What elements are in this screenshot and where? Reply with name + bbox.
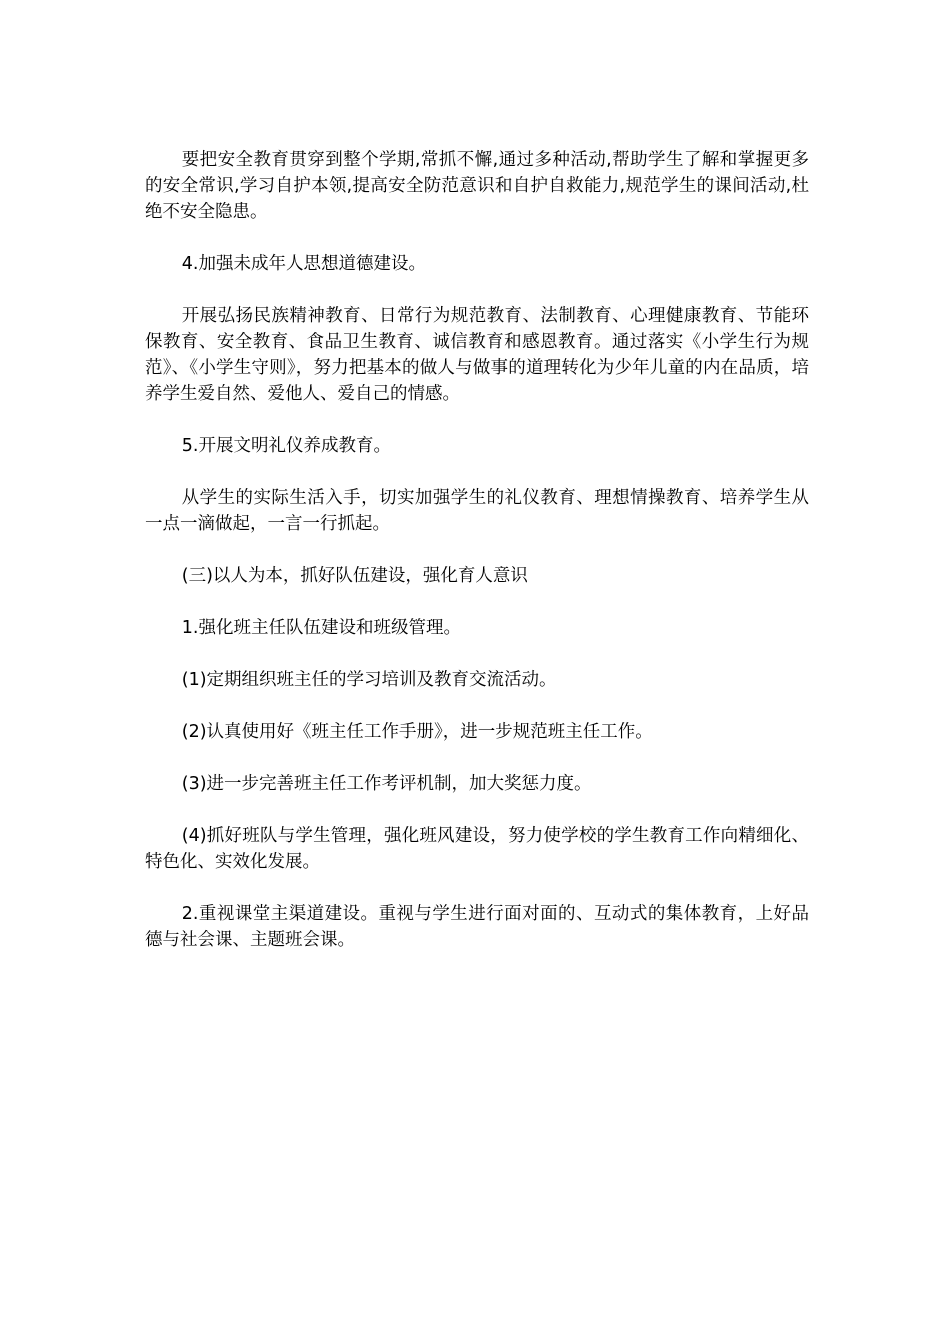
heading-moral-construction: 4.加强未成年人思想道德建设。	[181, 254, 426, 274]
paragraph-daily-life: 从学生的实际生活入手，切实加强学生的礼仪教育、理想情操教育、培养学生从一点一滴做起，一言一行抓起。	[145, 488, 809, 534]
list-item-handbook: (2)认真使用好《班主任工作手册》，进一步规范班主任工作。	[181, 722, 653, 742]
heading-etiquette-education: 5.开展文明礼仪养成教育。	[181, 436, 391, 456]
paragraph-spacer	[145, 277, 809, 303]
list-item-evaluation: (3)进一步完善班主任工作考评机制，加大奖惩力度。	[181, 774, 592, 794]
paragraph-classroom-channel: 2.重视课堂主渠道建设。重视与学生进行面对面的、互动式的集体教育，上好品德与社会课、主题班会课。	[145, 904, 809, 950]
list-item-class-management: (4)抓好班队与学生管理，强化班风建设，努力使学校的学生教育工作向精细化、特色化、实效化发展。	[145, 826, 809, 872]
paragraph-spacer	[145, 693, 809, 719]
paragraph-spacer	[145, 641, 809, 667]
paragraph-safety-education: 要把安全教育贯穿到整个学期,常抓不懈,通过多种活动,帮助学生了解和掌握更多的安全常识,学习自护本领,提高安全防范意识和自护自救能力,规范学生的课间活动,杜绝不安全隐患。	[145, 150, 809, 222]
section-heading-people-oriented: (三)以人为本，抓好队伍建设，强化育人意识	[181, 566, 528, 586]
paragraph-national-spirit: 开展弘扬民族精神教育、日常行为规范教育、法制教育、心理健康教育、节能环保教育、安全教育、食品卫生教育、诚信教育和感恩教育。通过落实《小学生行为规范》、《小学生守则》，努力把基本的做人与做事的道理转化为少年儿童的内在品质，培养学生爱自然、爱他人、爱自己的情感。	[145, 306, 809, 404]
heading-head-teacher-team: 1.强化班主任队伍建设和班级管理。	[181, 618, 461, 638]
document-body	[145, 147, 809, 953]
paragraph-spacer	[145, 407, 809, 433]
paragraph-spacer	[145, 745, 809, 771]
paragraph-spacer	[145, 225, 809, 251]
paragraph-spacer	[145, 875, 809, 901]
paragraph-spacer	[145, 589, 809, 615]
paragraph-spacer	[145, 459, 809, 485]
paragraph-spacer	[145, 537, 809, 563]
list-item-training: (1)定期组织班主任的学习培训及教育交流活动。	[181, 670, 557, 690]
paragraph-spacer	[145, 797, 809, 823]
